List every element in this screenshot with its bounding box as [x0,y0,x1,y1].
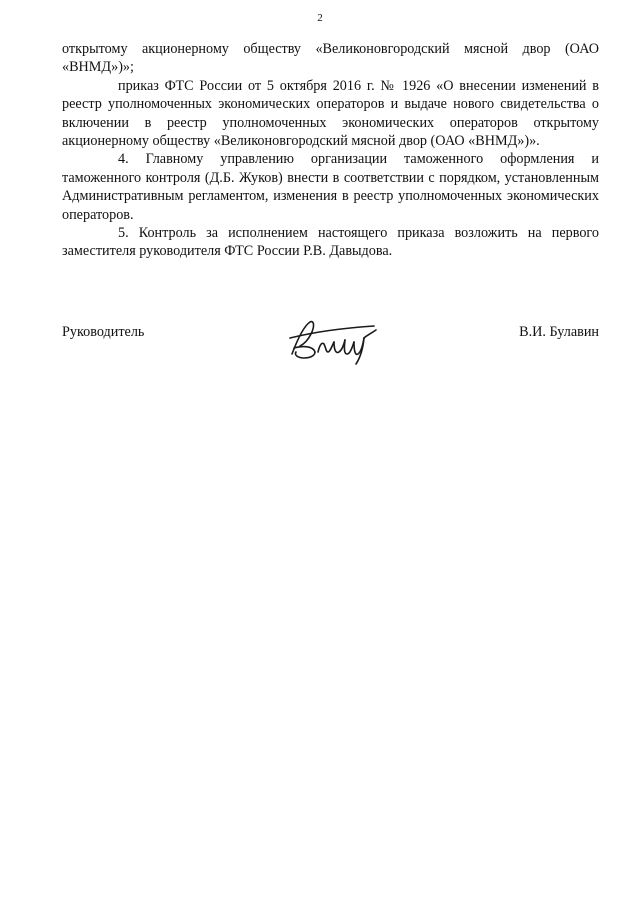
handwritten-signature-icon [284,308,384,368]
paragraph-order-reference: приказ ФТС России от 5 октября 2016 г. № 1926 «О внесении изменений в реестр уполномоченных экономических операторов и выдаче нового свидетельства о включении в реестр уполномоченных экономических операторов открытому акционерному обществу «Великоновгородский мясной двор (ОАО «ВНМД»)». [62,77,599,150]
signatory-name: В.И. Булавин [519,324,599,340]
paragraph-item-4: 4. Главному управлению организации таможенного оформления и таможенного контроля (Д.Б. Жуков) внести в соответствии с порядком, установленным Административным регламентом, изменения в реестр уполномоченных экономических операторов. [62,151,599,223]
document-body [62,40,599,261]
signature-block [62,318,599,378]
signatory-title: Руководитель [62,324,145,340]
paragraph-continuation: открытому акционерному обществу «Великоновгородский мясной двор (ОАО «ВНМД»)»; [62,41,599,76]
page-number: 2 [317,12,323,24]
paragraph-item-5: 5. Контроль за исполнением настоящего приказа возложить на первого заместителя руководителя ФТС России Р.В. Давыдова. [62,225,599,260]
